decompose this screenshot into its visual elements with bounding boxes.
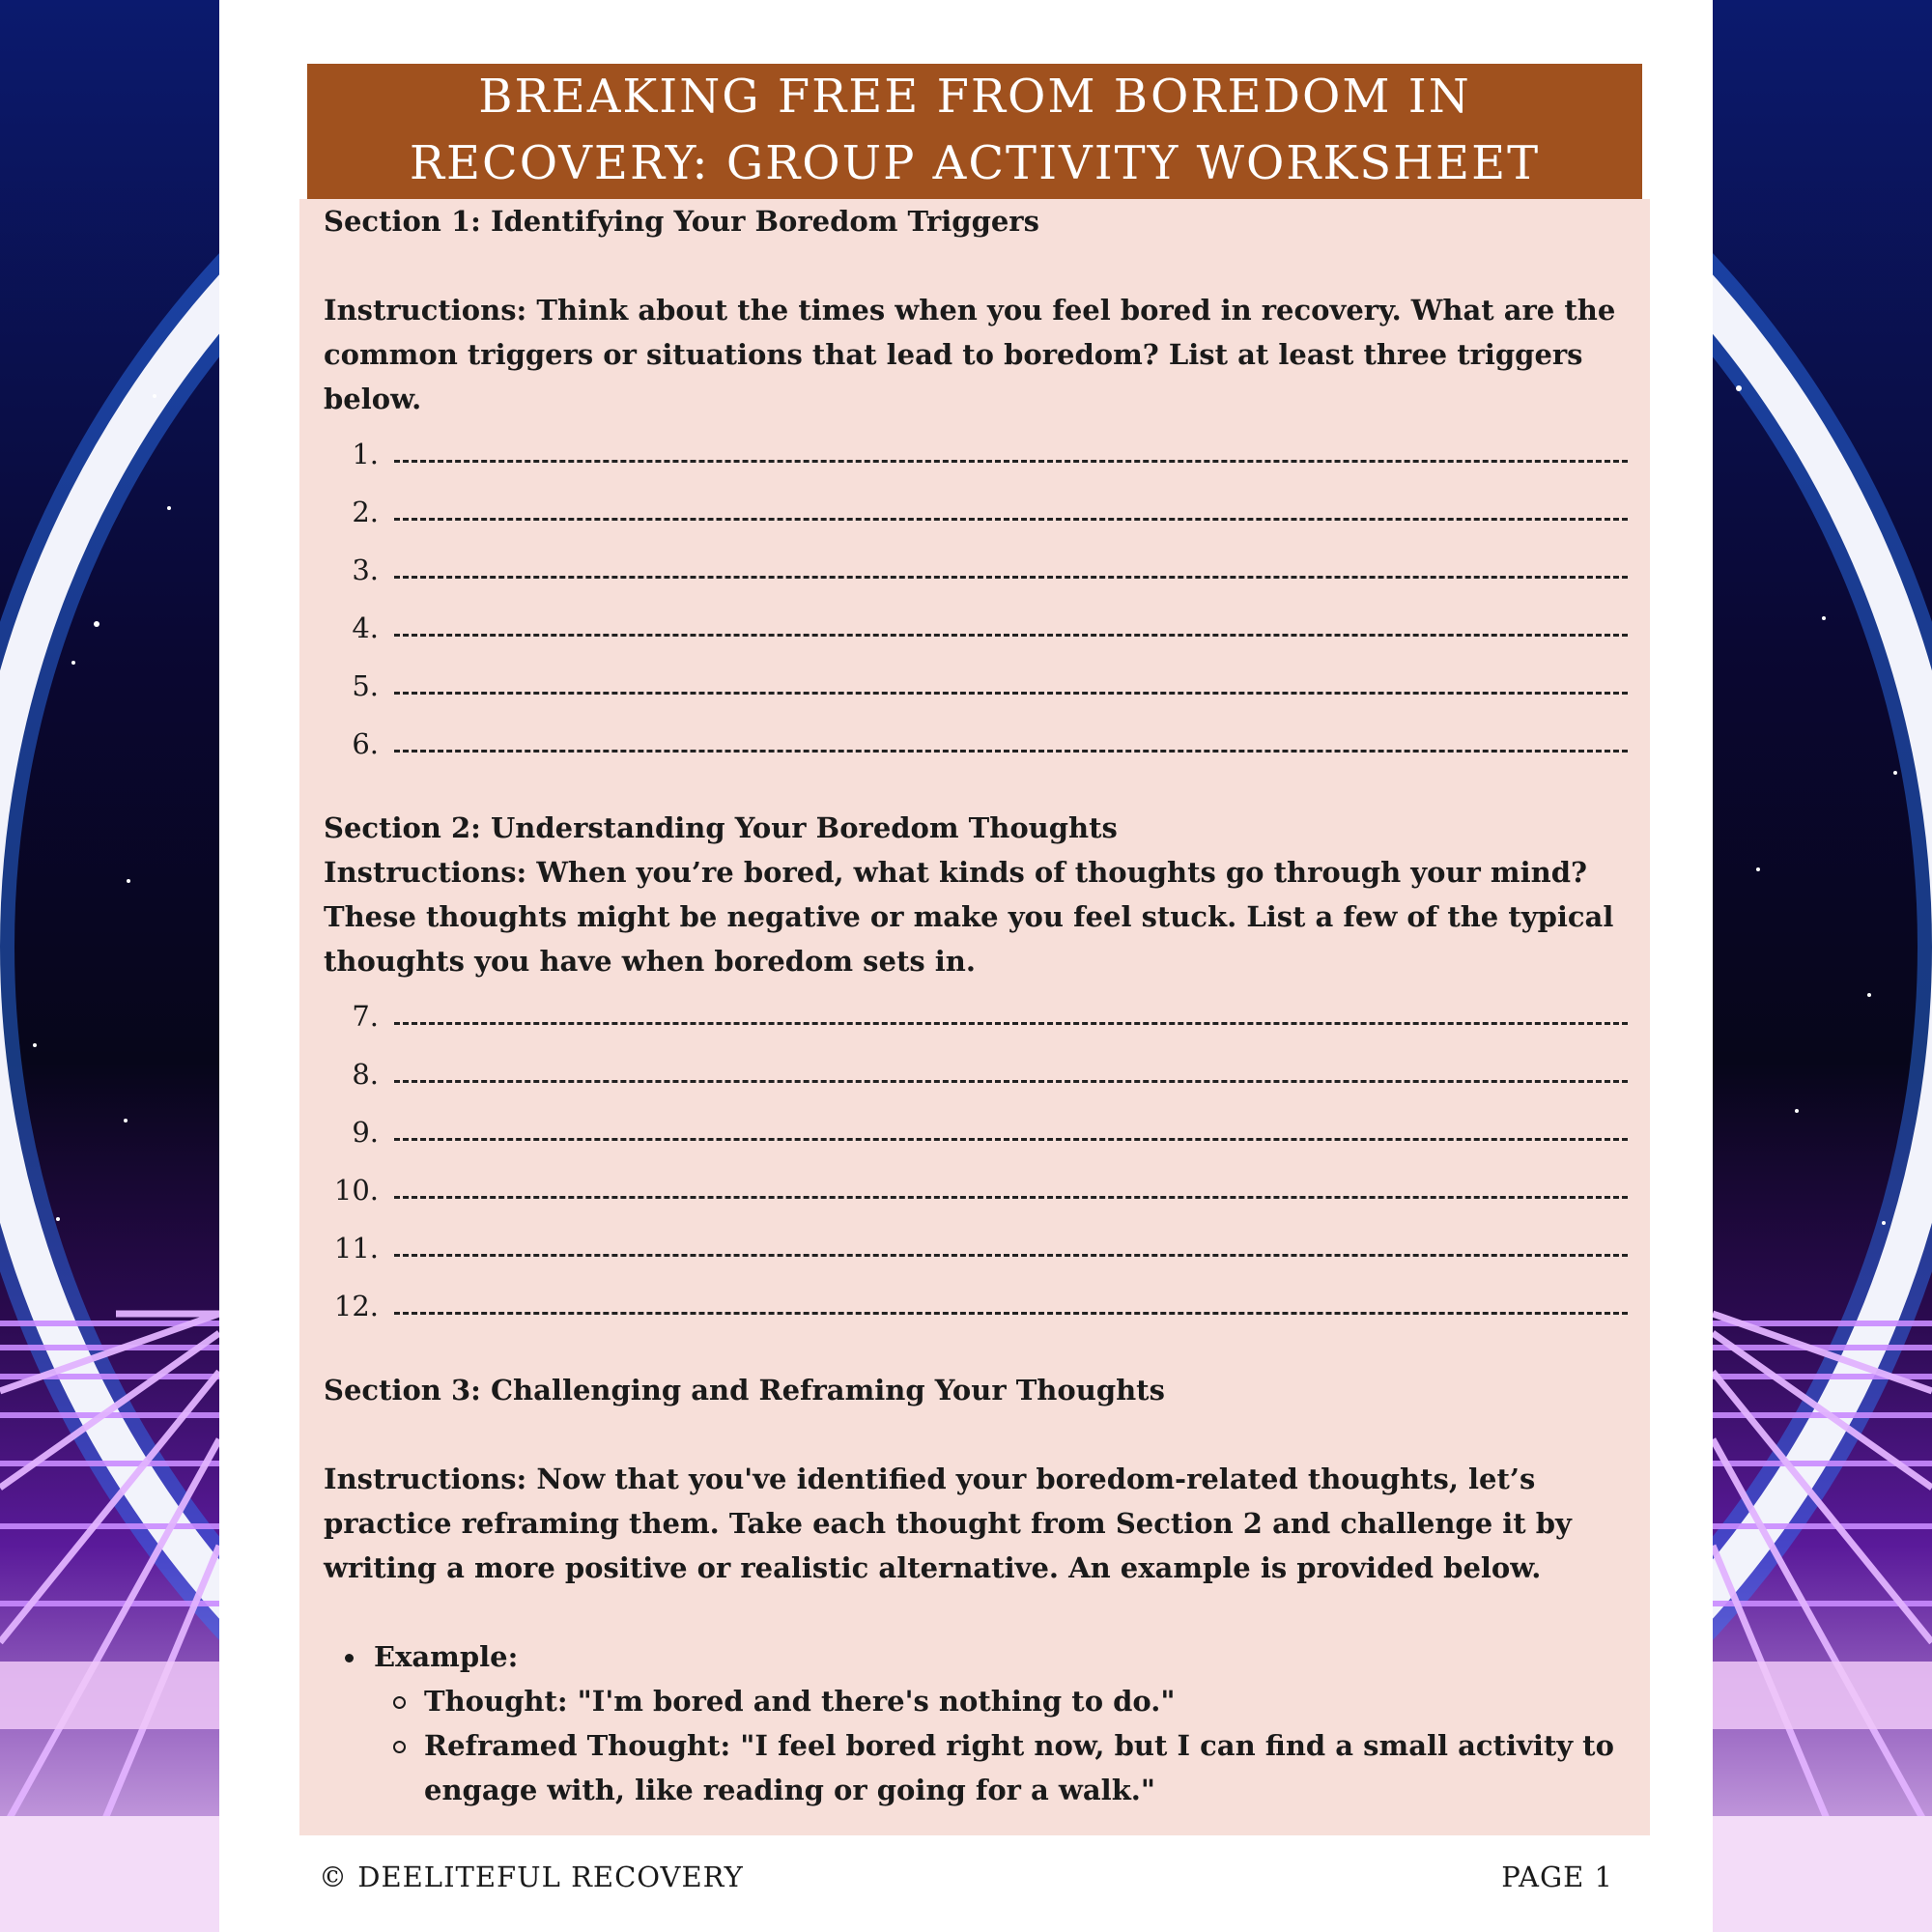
example-thought <box>324 1679 1647 1723</box>
answer-line[interactable] <box>324 1041 1647 1099</box>
hollow-bullet-icon <box>393 1741 406 1753</box>
thought-text: Thought: "I'm bored and there's nothing to do." <box>424 1685 1176 1718</box>
example-item <box>324 1634 1647 1679</box>
line-number: 11. <box>333 1232 379 1264</box>
title-banner <box>307 64 1642 199</box>
hollow-bullet-icon <box>393 1696 406 1709</box>
page-number: PAGE 1 <box>1501 1861 1613 1893</box>
line-number: 3. <box>352 554 379 586</box>
worksheet-page <box>219 0 1713 1932</box>
section-1-heading: Section 1: Identifying Your Boredom Triggers <box>324 205 1039 238</box>
copyright-text: © DEELITEFUL RECOVERY <box>319 1861 744 1893</box>
line-number: 4. <box>352 611 379 644</box>
page-footer <box>219 1861 1713 1905</box>
reframed-thought-text: Reframed Thought: "I feel bored right now, but I can find a small activity to engage with, like reading or going for a walk." <box>424 1729 1614 1806</box>
title-line-1: BREAKING FREE FROM BOREDOM IN <box>478 70 1471 124</box>
section-1-instructions: Instructions: Think about the times when you feel bored in recovery. What are the common triggers or situations that lead to boredom? List at least three triggers below. <box>324 294 1616 415</box>
line-number: 10. <box>333 1174 379 1207</box>
answer-line[interactable] <box>324 595 1647 653</box>
line-number: 7. <box>352 1000 379 1033</box>
section-1-answer-lines <box>324 421 1647 761</box>
section-2-heading: Section 2: Understanding Your Boredom Thoughts <box>324 811 1118 844</box>
answer-line[interactable] <box>324 711 1647 761</box>
answer-line[interactable] <box>324 421 1647 479</box>
title-line-2: RECOVERY: GROUP ACTIVITY WORKSHEET <box>409 136 1541 190</box>
answer-line[interactable] <box>324 1099 1647 1157</box>
answer-line[interactable] <box>324 1157 1647 1215</box>
line-number: 2. <box>352 496 379 528</box>
answer-line[interactable] <box>324 479 1647 537</box>
section-2-instructions: Instructions: When you’re bored, what kinds of thoughts go through your mind? These thoughts might be negative or make you feel stuck. List a few of the typical thoughts you have when boredom sets in. <box>324 856 1614 978</box>
example-list <box>324 1634 1647 1812</box>
line-number: 8. <box>352 1058 379 1091</box>
example-reframed-thought <box>324 1723 1647 1812</box>
section-3-heading: Section 3: Challenging and Reframing Your Thoughts <box>324 1374 1165 1406</box>
section-3-instructions: Instructions: Now that you've identified your boredom-related thoughts, let’s practice reframing them. Take each thought from Section 2 and challenge it by writing a more positive or realistic alternative. An example is provided below. <box>324 1463 1572 1584</box>
worksheet-content <box>299 199 1650 1835</box>
answer-line[interactable] <box>324 653 1647 711</box>
answer-line[interactable] <box>324 983 1647 1041</box>
line-number: 12. <box>333 1290 379 1322</box>
bullet-icon <box>345 1654 354 1662</box>
answer-line[interactable] <box>324 1273 1647 1323</box>
section-2-answer-lines <box>324 983 1647 1323</box>
answer-line[interactable] <box>324 537 1647 595</box>
example-label: Example: <box>374 1640 519 1673</box>
line-number: 6. <box>352 727 379 760</box>
line-number: 5. <box>352 669 379 702</box>
answer-line[interactable] <box>324 1215 1647 1273</box>
line-number: 1. <box>352 438 379 470</box>
line-number: 9. <box>352 1116 379 1149</box>
